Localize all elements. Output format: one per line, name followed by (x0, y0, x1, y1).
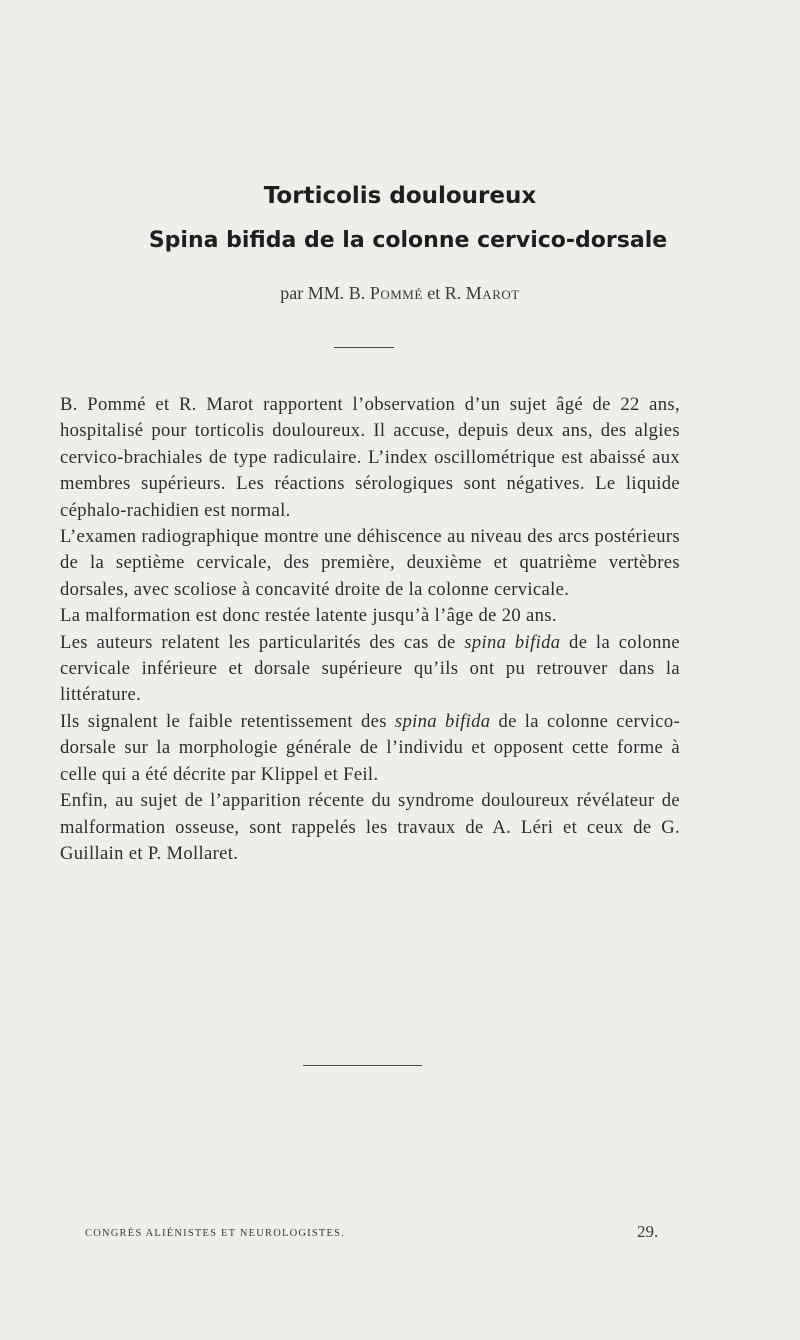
italic-term: spina bifida (464, 631, 561, 653)
paragraph (60, 392, 680, 524)
paragraph-text: L’examen radiographique montre une déhiscence au niveau des arcs postérieurs de la septième cervicale, des première, deuxième et quatrième vertèbres dorsales, avec scoliose à concavité droite de la colonne cervicale. (60, 526, 680, 600)
paragraph (60, 630, 680, 709)
author-1-name: Pommé (369, 283, 423, 303)
journal-footer: CONGRÈS ALIÉNISTES ET NEUROLOGISTES. (85, 1228, 346, 1239)
paragraph (60, 709, 680, 788)
page-number: 29. (637, 1222, 659, 1241)
byline-prefix: par MM. (280, 283, 345, 303)
top-divider (334, 347, 394, 348)
paragraph (60, 603, 680, 629)
paragraph-text: Enfin, au sujet de l’apparition récente du syndrome douloureux révélateur de malformation osseuse, sont rappelés les travaux de A. Léri et ceux de G. Guillain et P. Mollaret. (60, 790, 680, 864)
author-1-initial: B. (348, 283, 366, 303)
italic-term: spina bifida (394, 710, 491, 732)
article-subtitle: Spina bifida de la colonne cervico-dorsale (148, 228, 668, 253)
byline-connector: et (427, 283, 441, 303)
paragraph-text: La malformation est donc restée latente jusqu’à l’âge de 20 ans. (60, 605, 557, 627)
paragraph-text: Ils signalent le faible retentissement des (60, 710, 395, 732)
paragraph (60, 524, 680, 603)
byline (0, 283, 800, 304)
article-body (60, 392, 680, 867)
article-title: Torticolis douloureux (263, 183, 537, 209)
paragraph-text: de la colonne cervicale inférieure et dorsale supérieure qu’ils ont pu retrouver dans la littérature. (60, 631, 680, 706)
author-2-initial: R. (444, 283, 462, 303)
paragraph-text: de la colonne cervico-dorsale sur la morphologie générale de l’individu et opposent cette forme à celle qui a été décrite par Klippel et Feil. (60, 710, 681, 785)
paragraph-text: Les auteurs relatent les particularités des cas de (60, 631, 465, 653)
paragraph-text: B. Pommé et R. Marot rapportent l’observation d’un sujet âgé de 22 ans, hospitalisé pour torticolis douloureux. Il accuse, depuis deux ans, des algies cervico-brachiales de type radiculaire. L’index oscillométrique est abaissé aux membres supérieurs. Les réactions sérologiques sont négatives. Le liquide céphalo-rachidien est normal. (60, 394, 680, 521)
bottom-divider (303, 1065, 422, 1066)
paragraph (60, 788, 680, 867)
author-2-name: Marot (465, 283, 520, 303)
